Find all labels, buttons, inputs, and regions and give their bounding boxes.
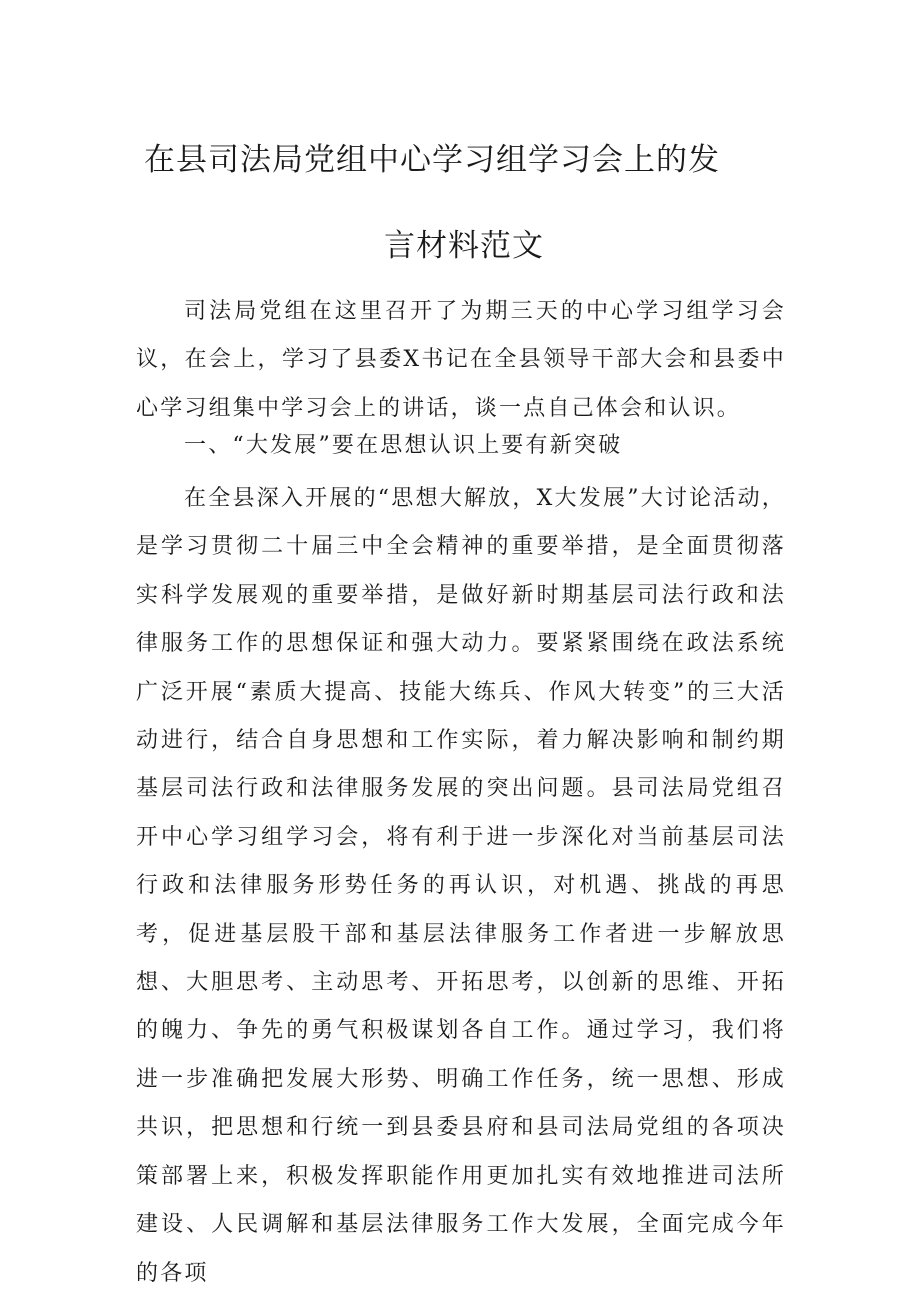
section-heading-1: 一、“大发展”要在思想认识上要有新突破: [184, 433, 623, 458]
paragraph-intro: 司法局党组在这里召开了为期三天的中心学习组学习会议，在会上，学习了县委X书记在全县领导干部大会和县委中心学习组集中学习会上的讲话，谈一点自己体会和认识。: [136, 299, 786, 421]
document-title-line-1: 在县司法局党组中心学习组学习会上的发: [144, 142, 720, 178]
document-title-line-2: 言材料范文: [384, 228, 544, 264]
paragraph-section-1: 在全县深入开展的“思想大解放，X大发展”大讨论活动，是学习贯彻二十届三中全会精神的重要举措，是全面贯彻落实科学发展观的重要举措，是做好新时期基层司法行政和法律服务工作的思想保证和强大动力。要紧紧围绕在政法系统广泛开展“素质大提高、技能大练兵、作风大转变”的三大活动进行，结合自身思想和工作实际，着力解决影响和制约期基层司法行政和法律服务发展的突出问题。县司法局党组召开中心学习组学习会，将有利于进一步深化对当前基层司法行政和法律服务形势任务的再认识，对机遇、挑战的再思考，促进基层股干部和基层法律服务工作者进一步解放思想、大胆思考、主动思考、开拓思考，以创新的思维、开拓的魄力、争先的勇气积极谋划各自工作。通过学习，我们将进一步准确把发展大形势、明确工作任务，统一思想、形成共识，把思想和行统一到县委县府和县司法局党组的各项决策部署上来，积极发挥职能作用更加扎实有效地推进司法所建设、人民调解和基层法律服务工作大发展，全面完成今年的各项: [136, 486, 786, 1286]
